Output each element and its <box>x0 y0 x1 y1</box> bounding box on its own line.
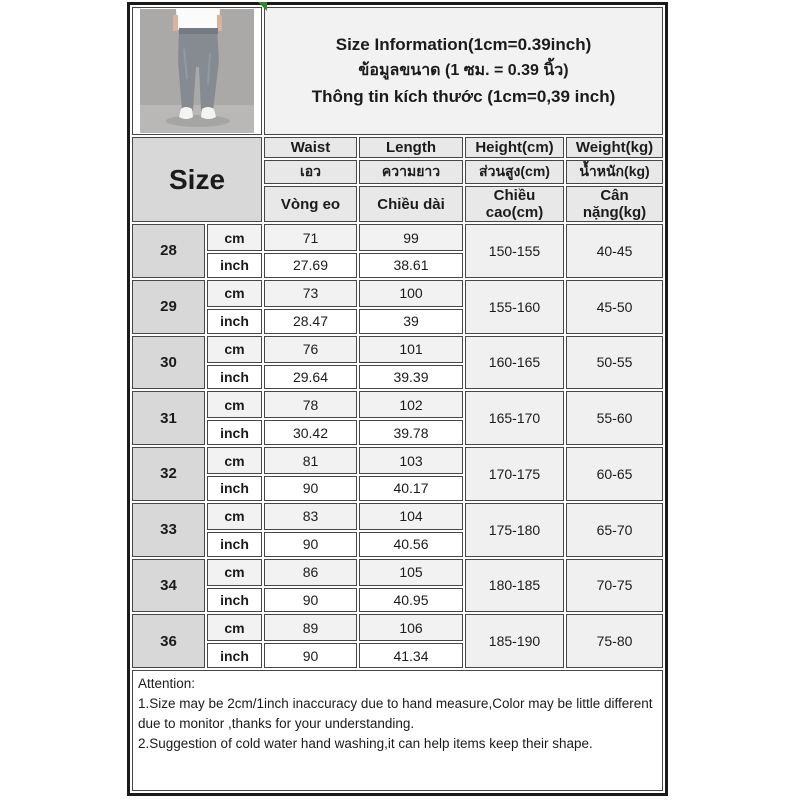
unit-inch-label: inch <box>207 420 262 445</box>
waist-inch-value: 27.69 <box>264 253 357 278</box>
size-column-header: Size <box>132 137 262 222</box>
length-cm-value: 105 <box>359 559 463 586</box>
weight-range-value: 40-45 <box>566 224 663 278</box>
weight-range-value: 50-55 <box>566 336 663 390</box>
table-row <box>132 224 663 251</box>
size-table <box>127 2 668 796</box>
height-range-value: 185-190 <box>465 614 564 668</box>
header-weight-vi: Cân nặng(kg) <box>566 186 663 222</box>
height-range-value: 170-175 <box>465 447 564 501</box>
unit-inch-label: inch <box>207 309 262 334</box>
length-inch-value: 40.56 <box>359 532 463 557</box>
height-range-value: 150-155 <box>465 224 564 278</box>
product-photo-cell <box>132 7 262 135</box>
length-inch-value: 39 <box>359 309 463 334</box>
attention-line-1: 1.Size may be 2cm/1inch inaccuracy due to hand measure,Color may be little different due to monitor ,thanks for your understanding. <box>138 696 653 731</box>
unit-cm-label: cm <box>207 503 262 530</box>
length-inch-value: 41.34 <box>359 643 463 668</box>
table-row <box>132 280 663 307</box>
length-inch-value: 39.39 <box>359 365 463 390</box>
header-height-vi: Chiều cao(cm) <box>465 186 564 222</box>
table-row <box>132 447 663 474</box>
waist-cm-value: 78 <box>264 391 357 418</box>
waist-inch-value: 28.47 <box>264 309 357 334</box>
length-cm-value: 101 <box>359 336 463 363</box>
waist-inch-value: 90 <box>264 476 357 501</box>
length-inch-value: 40.95 <box>359 588 463 613</box>
header-height-en: Height(cm) <box>465 137 564 158</box>
length-cm-value: 104 <box>359 503 463 530</box>
header-waist-vi: Vòng eo <box>264 186 357 222</box>
title-english: Size Information(1cm=0.39inch) <box>335 35 592 54</box>
table-row <box>132 503 663 530</box>
size-value: 32 <box>132 447 205 501</box>
size-value: 28 <box>132 224 205 278</box>
unit-inch-label: inch <box>207 532 262 557</box>
waist-cm-value: 86 <box>264 559 357 586</box>
attention-line-2: 2.Suggestion of cold water hand washing,it can help items keep their shape. <box>138 736 593 751</box>
waist-cm-value: 89 <box>264 614 357 641</box>
size-value: 34 <box>132 559 205 613</box>
waist-inch-value: 30.42 <box>264 420 357 445</box>
attention-row <box>132 670 663 791</box>
weight-range-value: 75-80 <box>566 614 663 668</box>
unit-inch-label: inch <box>207 476 262 501</box>
unit-cm-label: cm <box>207 391 262 418</box>
waist-cm-value: 81 <box>264 447 357 474</box>
header-length-vi: Chiều dài <box>359 186 463 222</box>
header-height-th: ส่วนสูง(cm) <box>465 160 564 184</box>
length-cm-value: 99 <box>359 224 463 251</box>
size-information-title-cell <box>264 7 663 135</box>
waist-cm-value: 83 <box>264 503 357 530</box>
unit-inch-label: inch <box>207 365 262 390</box>
waist-inch-value: 90 <box>264 643 357 668</box>
unit-inch-label: inch <box>207 588 262 613</box>
table-row <box>132 391 663 418</box>
weight-range-value: 45-50 <box>566 280 663 334</box>
unit-cm-label: cm <box>207 559 262 586</box>
weight-range-value: 65-70 <box>566 503 663 557</box>
weight-range-value: 60-65 <box>566 447 663 501</box>
size-value: 33 <box>132 503 205 557</box>
height-range-value: 175-180 <box>465 503 564 557</box>
length-cm-value: 106 <box>359 614 463 641</box>
height-range-value: 160-165 <box>465 336 564 390</box>
waist-cm-value: 73 <box>264 280 357 307</box>
jeans-product-photo <box>140 9 254 133</box>
attention-title: Attention: <box>138 676 196 691</box>
attention-note <box>132 670 663 791</box>
waist-inch-value: 29.64 <box>264 365 357 390</box>
waist-cm-value: 71 <box>264 224 357 251</box>
unit-cm-label: cm <box>207 336 262 363</box>
unit-inch-label: inch <box>207 253 262 278</box>
size-value: 30 <box>132 336 205 390</box>
waist-cm-value: 76 <box>264 336 357 363</box>
photo-title-row <box>132 7 663 135</box>
length-cm-value: 103 <box>359 447 463 474</box>
table-row <box>132 559 663 586</box>
header-row-english <box>132 137 663 158</box>
header-weight-en: Weight(kg) <box>566 137 663 158</box>
title-vietnamese: Thông tin kích thước (1cm=0,39 inch) <box>311 87 616 106</box>
table-row <box>132 336 663 363</box>
table-row <box>132 614 663 641</box>
unit-cm-label: cm <box>207 280 262 307</box>
height-range-value: 165-170 <box>465 391 564 445</box>
header-waist-en: Waist <box>264 137 357 158</box>
weight-range-value: 55-60 <box>566 391 663 445</box>
size-value: 29 <box>132 280 205 334</box>
height-range-value: 180-185 <box>465 559 564 613</box>
length-inch-value: 39.78 <box>359 420 463 445</box>
height-range-value: 155-160 <box>465 280 564 334</box>
header-length-th: ความยาว <box>359 160 463 184</box>
weight-range-value: 70-75 <box>566 559 663 613</box>
length-cm-value: 102 <box>359 391 463 418</box>
title-thai: ข้อมูลขนาด (1 ซม. = 0.39 นิ้ว) <box>358 62 569 79</box>
unit-inch-label: inch <box>207 643 262 668</box>
waist-inch-value: 90 <box>264 532 357 557</box>
header-weight-th: น้ำหนัก(kg) <box>566 160 663 184</box>
green-corner-artifact <box>258 2 267 11</box>
waist-inch-value: 90 <box>264 588 357 613</box>
unit-cm-label: cm <box>207 614 262 641</box>
length-inch-value: 38.61 <box>359 253 463 278</box>
unit-cm-label: cm <box>207 224 262 251</box>
unit-cm-label: cm <box>207 447 262 474</box>
length-inch-value: 40.17 <box>359 476 463 501</box>
size-value: 31 <box>132 391 205 445</box>
length-cm-value: 100 <box>359 280 463 307</box>
header-length-en: Length <box>359 137 463 158</box>
size-value: 36 <box>132 614 205 668</box>
size-chart-sheet <box>127 2 668 796</box>
header-waist-th: เอว <box>264 160 357 184</box>
